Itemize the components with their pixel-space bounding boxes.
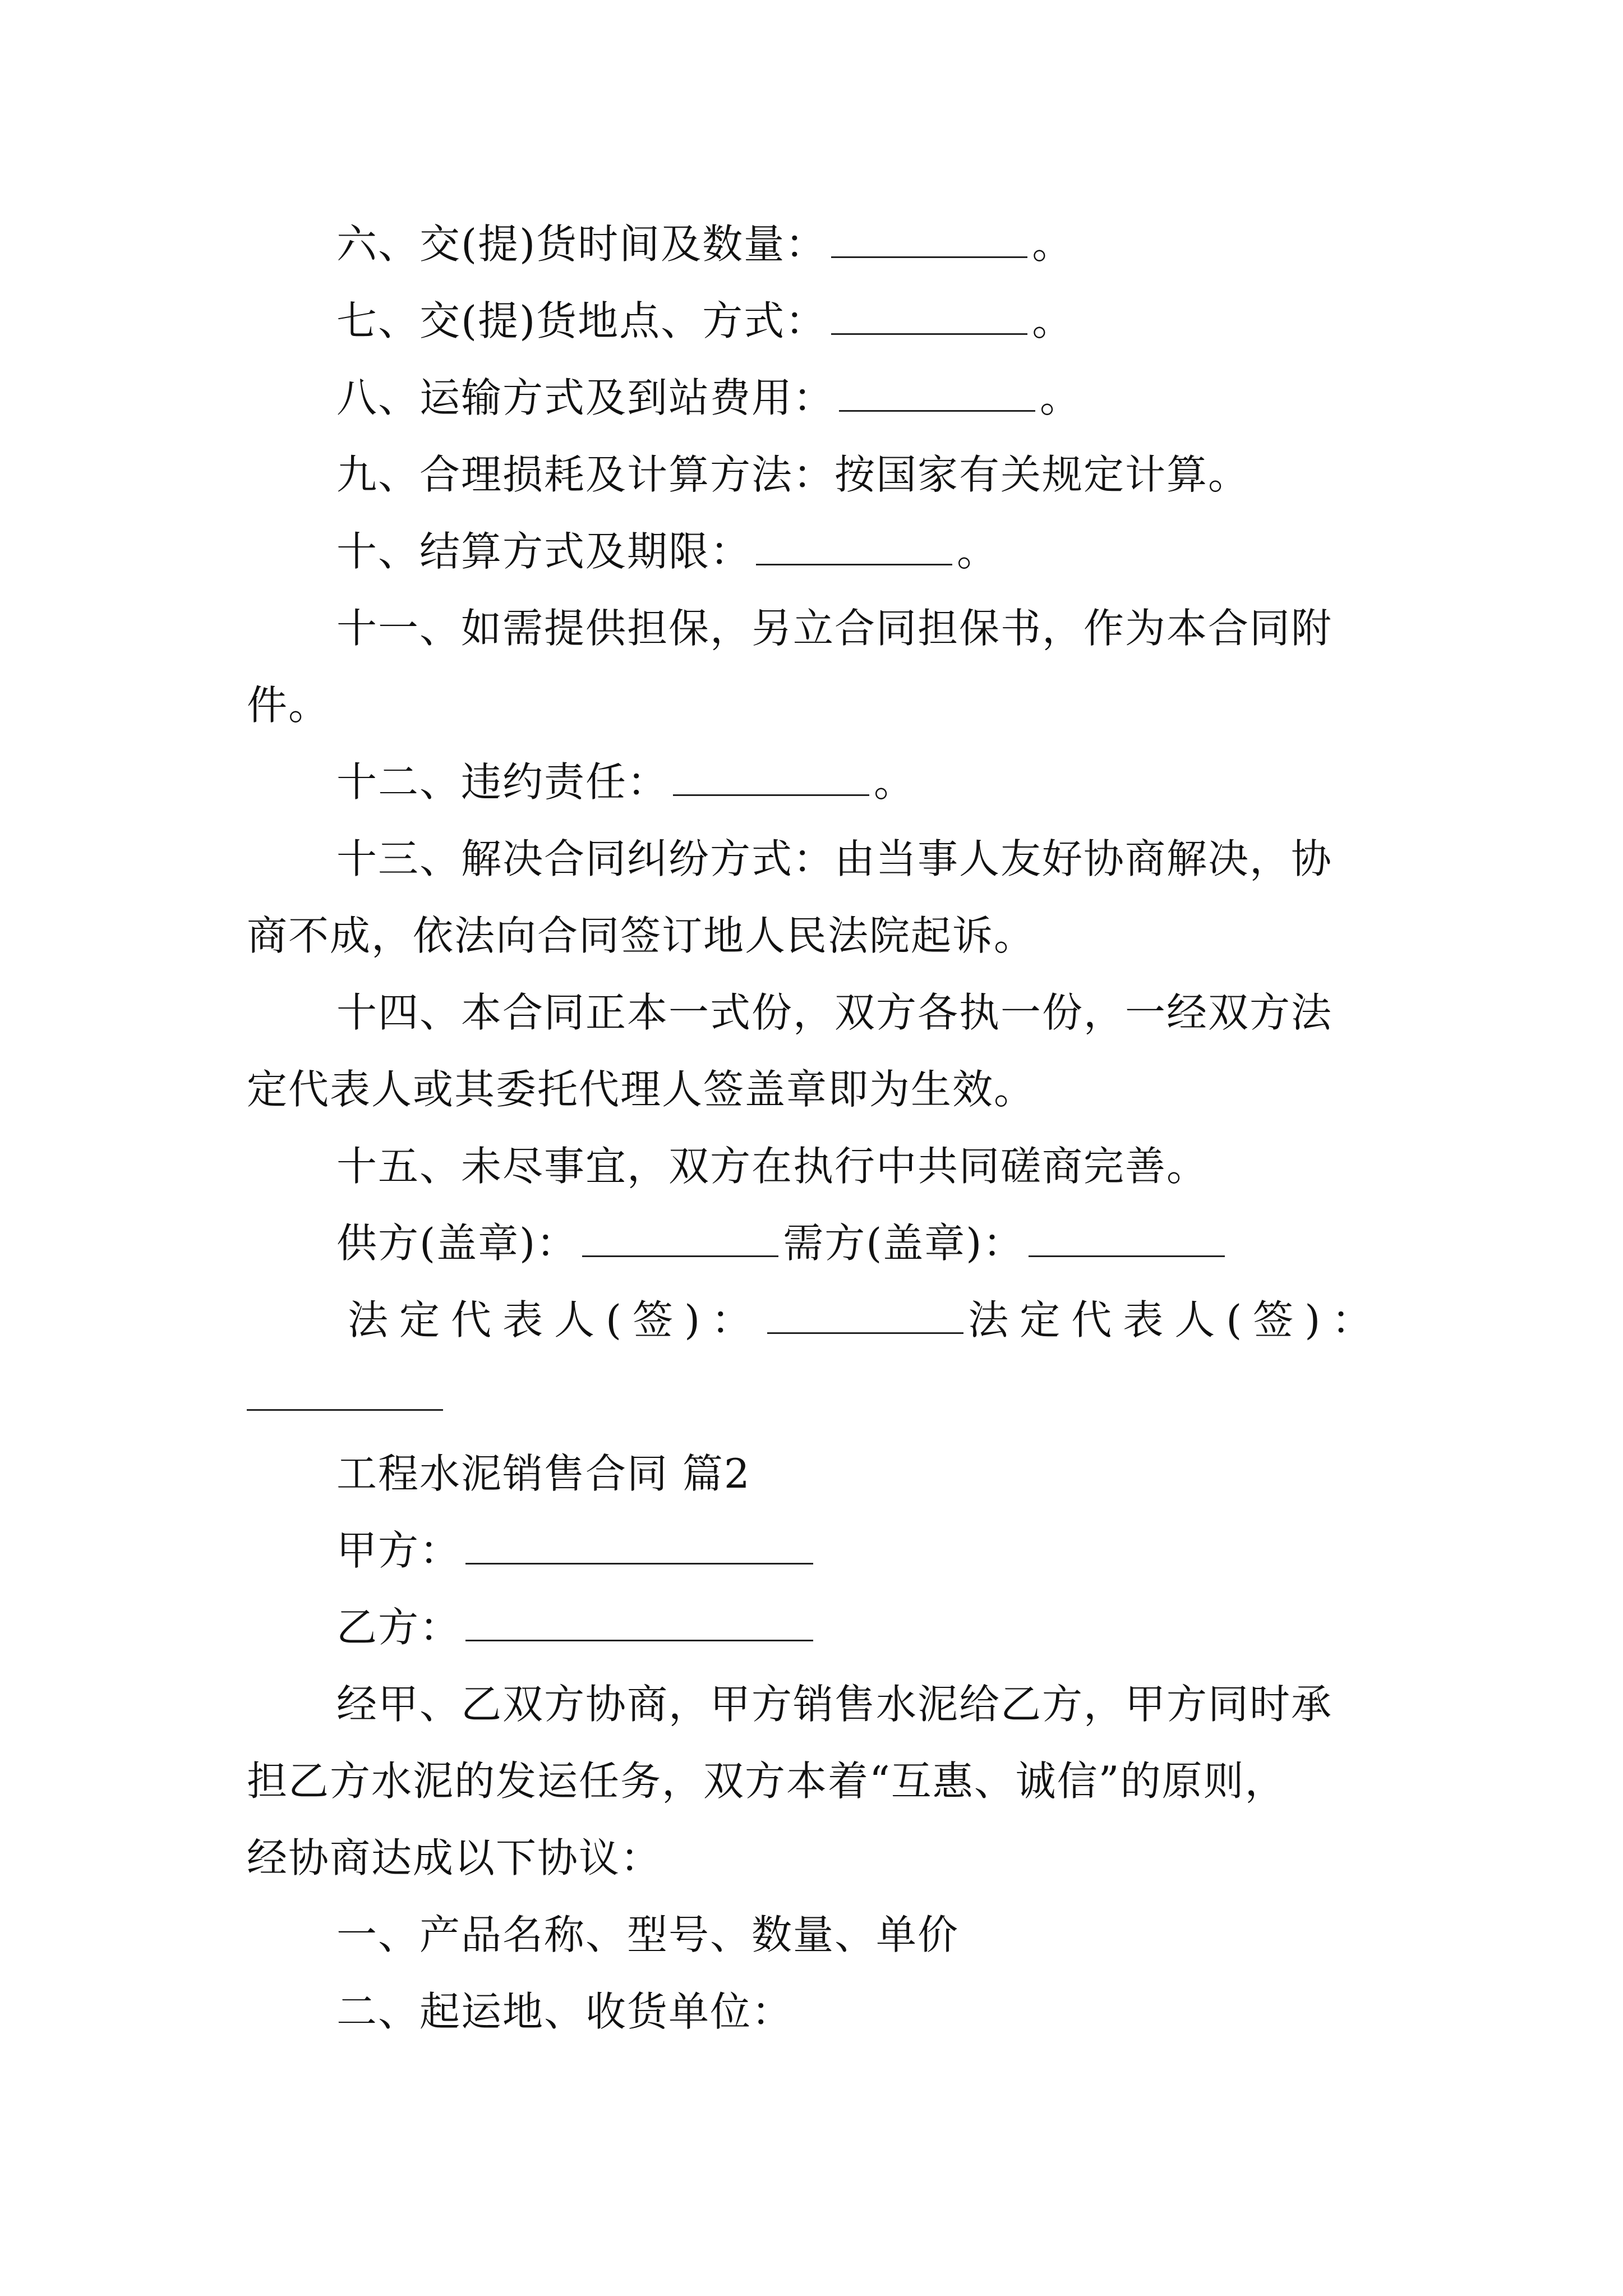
supplier-rep-blank <box>767 1299 963 1334</box>
party-a-row <box>336 1522 818 1579</box>
clause-13-cont-text: 商不成，依法向合同签订地人民法院起诉。 <box>247 912 1036 959</box>
clause-6 <box>336 216 1073 272</box>
signature-seal-row <box>336 1215 1229 1271</box>
clause-6-end: 。 <box>1032 220 1074 268</box>
clause-10 <box>336 523 998 579</box>
clause-13-cont <box>247 908 1035 964</box>
buyer-rep-blank-row <box>247 1369 448 1425</box>
representative-row <box>348 1292 1383 1348</box>
clause-9 <box>336 447 1249 503</box>
clause-6-text: 六、交(提)货时间及数量： <box>336 220 827 268</box>
intro-line-1: 经甲、乙双方协商，甲方销售水泥给乙方，甲方同时承 <box>336 1681 1333 1728</box>
clause-7-end: 。 <box>1032 297 1074 344</box>
clause-11 <box>336 600 1332 656</box>
party-a-blank <box>465 1529 813 1565</box>
intro-paragraph-3 <box>247 1830 662 1886</box>
section-title-text: 工程水泥销售合同 篇2 <box>336 1450 751 1497</box>
clause-14-text: 十四、本合同正本一式份，双方各执一份，一经双方法 <box>336 989 1333 1036</box>
clause-8-text: 八、运输方式及到站费用： <box>336 374 835 421</box>
intro-paragraph-1 <box>336 1676 1332 1732</box>
buyer-seal-label: 需方(盖章)： <box>783 1220 1025 1267</box>
clause-12 <box>336 754 915 810</box>
party-a-label: 甲方： <box>336 1527 462 1574</box>
clause-10-end: 。 <box>957 528 999 575</box>
clause-11-cont-text: 件。 <box>247 682 330 729</box>
buyer-rep-blank <box>247 1375 443 1411</box>
clause-14-cont <box>247 1061 1035 1117</box>
article-1-text: 一、产品名称、型号、数量、单价 <box>336 1911 960 1958</box>
clause-14-cont-text: 定代表人或其委托代理人签盖章即为生效。 <box>247 1066 1036 1113</box>
clause-8 <box>336 370 1081 426</box>
clause-7-text: 七、交(提)货地点、方式： <box>336 297 827 344</box>
clause-8-end: 。 <box>1040 374 1082 421</box>
intro-line-2: 担乙方水泥的发运任务，双方本着“互惠、诚信”的原则， <box>247 1757 1287 1805</box>
clause-13-text: 十三、解决合同纠纷方式：由当事人友好协商解决，协 <box>336 835 1333 882</box>
delivery-time-blank <box>831 223 1027 258</box>
clause-11-text: 十一、如需提供担保，另立合同担保书，作为本合同附 <box>336 605 1333 652</box>
party-b-row <box>336 1599 818 1655</box>
article-2-text: 二、起运地、收货单位： <box>336 1988 794 2035</box>
settlement-blank <box>756 530 952 565</box>
clause-12-text: 十二、违约责任： <box>336 758 669 806</box>
article-2 <box>336 1984 793 2040</box>
section-title <box>336 1446 751 1502</box>
clause-15-text: 十五、未尽事宜，双方在执行中共同磋商完善。 <box>336 1143 1209 1190</box>
transport-blank <box>839 376 1035 412</box>
supplier-rep-label: 法定代表人(签)： <box>348 1296 763 1343</box>
clause-14 <box>336 984 1332 1041</box>
delivery-place-blank <box>831 300 1027 335</box>
article-1 <box>336 1907 959 1963</box>
clause-7 <box>336 293 1073 349</box>
buyer-rep-label: 法定代表人(签)： <box>968 1296 1384 1343</box>
intro-line-3: 经协商达成以下协议： <box>247 1834 662 1881</box>
supplier-seal-label: 供方(盖章)： <box>336 1220 578 1267</box>
clause-12-end: 。 <box>874 758 916 806</box>
clause-9-text: 九、合理损耗及计算方法：按国家有关规定计算。 <box>336 451 1250 498</box>
buyer-seal-blank <box>1029 1222 1225 1257</box>
clause-13 <box>336 831 1332 887</box>
clause-11-cont <box>247 677 330 733</box>
intro-paragraph-2 <box>247 1753 1287 1809</box>
liability-blank <box>673 761 869 796</box>
clause-10-text: 十、结算方式及期限： <box>336 528 752 575</box>
supplier-seal-blank <box>582 1222 778 1257</box>
party-b-label: 乙方： <box>336 1604 462 1651</box>
clause-15 <box>336 1138 1208 1194</box>
party-b-blank <box>465 1606 813 1641</box>
